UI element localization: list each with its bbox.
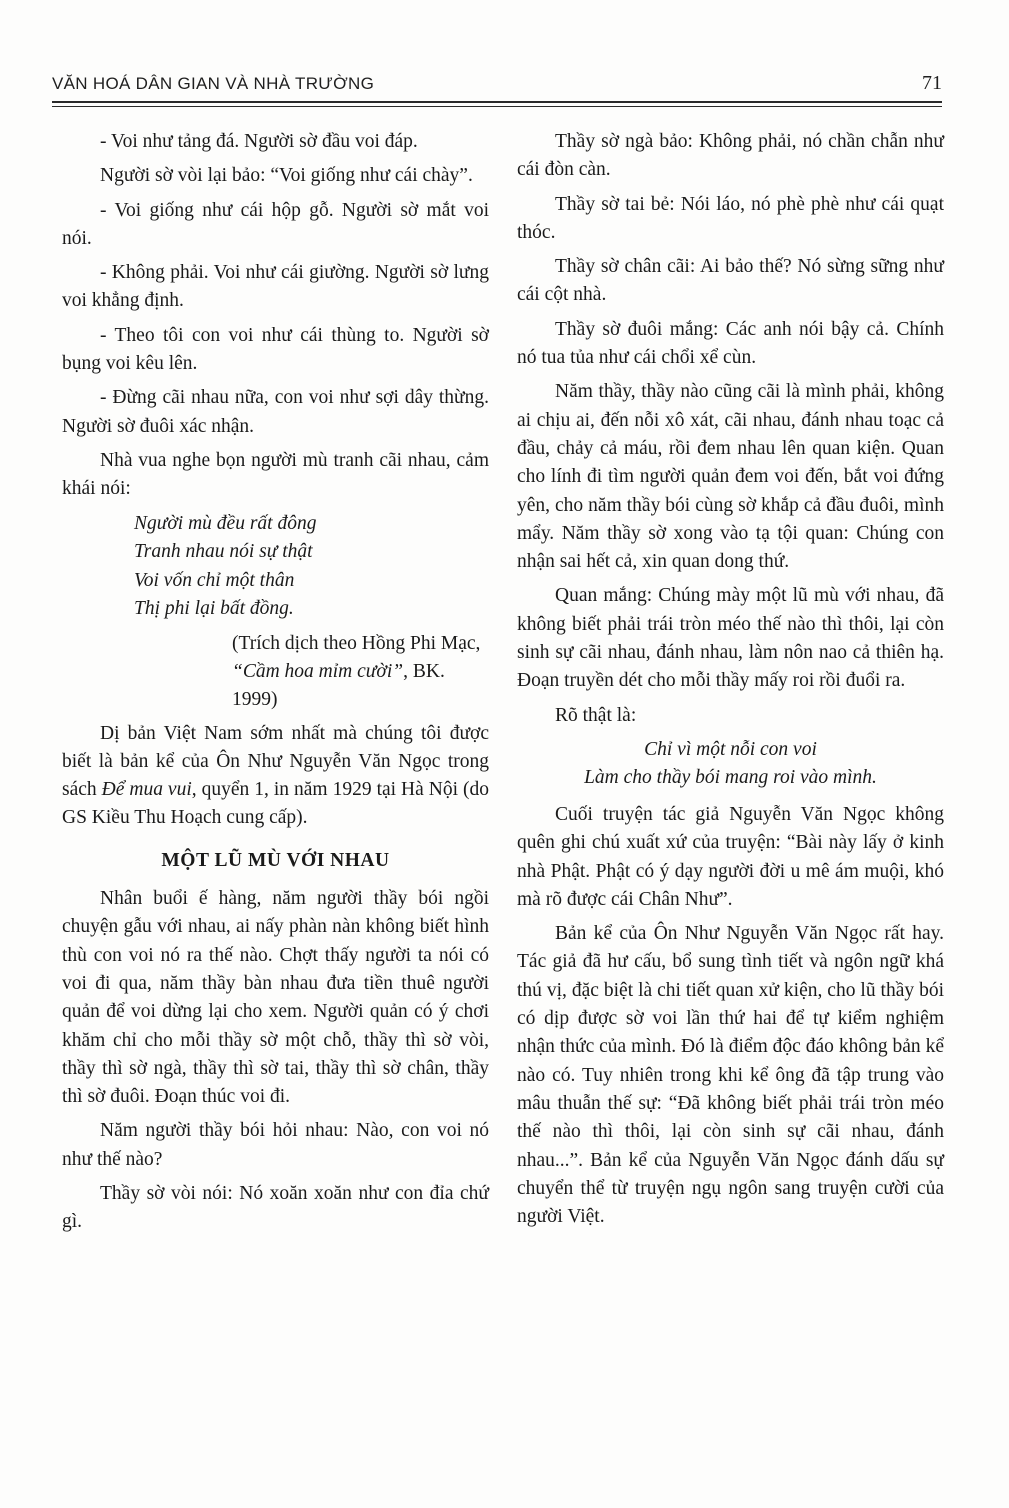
paragraph: - Voi như tảng đá. Người sờ đầu voi đáp. xyxy=(100,131,418,152)
poem-line: Làm cho thầy bói mang roi vào mình. xyxy=(584,767,877,789)
left-column xyxy=(62,128,489,1243)
paragraph: Rõ thật là: xyxy=(555,704,637,726)
header-rule-thin xyxy=(52,106,942,107)
running-header xyxy=(52,72,942,98)
poem xyxy=(134,510,489,624)
right-column xyxy=(517,128,944,1237)
paragraph: Nhân buổi ế hàng, năm người thầy bói ngồi chuyện gẫu với nhau, ai nấy phàn nàn không biết hình thù con voi nó ra thế nào. Chợt thấy người ta nói có voi đi qua, năm thầy bàn nhau đưa tiền thuê người quản để voi dừng lại cho xem. Người quản có ý chơi khăm chỉ cho mỗi thầy sờ một chỗ, thầy thì sờ vòi, thầy thì sờ ngà, thầy thì sờ tai, thầy thì sờ chân, thầy thì sờ đuôi. Đoạn thúc voi đi. xyxy=(62,888,489,1108)
paragraph: Thầy sờ vòi nói: Nó xoăn xoăn như con đỉa chứ gì. xyxy=(62,1183,489,1233)
paragraph: - Theo tôi con voi như cái thùng to. Người sờ bụng voi kêu lên. xyxy=(62,324,489,375)
citation-suffix: , BK. 1999) xyxy=(232,660,445,710)
running-header-title: VĂN HOÁ DÂN GIAN VÀ NHÀ TRƯỜNG xyxy=(52,74,375,93)
poem-line: Người mù đều rất đông xyxy=(134,512,317,534)
paragraph: - Voi giống như cái hộp gỗ. Người sờ mắt voi nói. xyxy=(62,199,489,249)
paragraph: Nhà vua nghe bọn người mù tranh cãi nhau, cảm khái nói: xyxy=(62,449,489,500)
paragraph xyxy=(62,720,489,833)
paragraph: Năm thầy, thầy nào cũng cãi là mình phải, không ai chịu ai, đến nỗi xô xát, cãi nhau, đánh nhau toạc cả đầu, chảy cả máu, rồi đem nhau lên quan kiện. Quan cho lính đi tìm người quản đem voi đến, bắt voi đứng yên, cho năm thầy bói cùng sờ khắp cả đầu đuôi, mình mẩy. Năm thầy sờ xong vào tạ tội quan: Chúng con nhận sai hết cả, xin quan dong thứ. xyxy=(517,381,944,573)
poem-line: Thị phi lại bất đồng. xyxy=(134,598,294,620)
paragraph: Thầy sờ chân cãi: Ai bảo thế? Nó sừng sững như cái cột nhà. xyxy=(517,256,944,306)
paragraph: Người sờ vòi lại bảo: “Voi giống như cái chày”. xyxy=(100,165,473,187)
paragraph: - Không phải. Voi như cái giường. Người sờ lưng voi khẳng định. xyxy=(62,262,489,312)
poem-line: Voi vốn chỉ một thân xyxy=(134,569,295,591)
citation-title: “Cầm hoa mỉm cười” xyxy=(232,660,404,682)
paragraph: - Đừng cãi nhau nữa, con voi như sợi dây thừng. Người sờ đuôi xác nhận. xyxy=(62,387,489,437)
section-title: MỘT LŨ MÙ VỚI NHAU xyxy=(161,849,390,871)
paragraph: Bản kể của Ôn Như Nguyễn Văn Ngọc rất hay. Tác giả đã hư cấu, bổ sung tình tiết và ngôn ngữ khá thú vị, đặc biệt là chi tiết quan xử kiện, cho lũ thầy bói có dịp được sờ voi lần thứ hai để tự kiểm nghiệm nhận thức của mình. Đó là điểm độc đáo không bản kể nào có. Tuy nhiên trong khi kể ông đã tập trung vào mâu thuẫn thế sự: “Đã không biết phải trái tròn méo thế nào thì thôi, lại còn sinh sự cãi nhau, đánh nhau...”. Bản kể của Nguyễn Văn Ngọc đánh dấu sự chuyển thể từ truyện ngụ ngôn sang truyện cười của người Việt. xyxy=(517,923,944,1228)
citation-prefix: (Trích dịch theo Hồng Phi Mạc, xyxy=(232,632,481,654)
paragraph: Quan mắng: Chúng mày một lũ mù với nhau, đã không biết phải trái tròn méo thế nào thì thôi, lại còn sinh sự cãi nhau, đánh nhau, làm nôn nao cả thiên hạ. Đoạn truyền dét cho mỗi thầy mấy roi rồi đuổi ra. xyxy=(517,585,944,692)
paragraph-text: Dị bản Việt Nam sớm nhất mà chúng tôi được biết là bản kể của Ôn Như Nguyễn Văn Ngọc trong sách xyxy=(62,722,489,801)
header-rule xyxy=(52,101,942,103)
paragraph: Thầy sờ tai bẻ: Nói láo, nó phè phè như cái quạt thóc. xyxy=(517,193,944,243)
poem-line: Chỉ vì một nỗi con voi xyxy=(644,738,817,760)
book-title: Để mua vui xyxy=(101,779,192,801)
poem-line: Tranh nhau nói sự thật xyxy=(134,541,313,563)
paragraph: Thầy sờ ngà bảo: Không phải, nó chần chẫn như cái đòn càn. xyxy=(517,131,944,181)
poem xyxy=(517,736,944,793)
paragraph: Thầy sờ đuôi mắng: Các anh nói bậy cả. Chính nó tua tủa như cái chổi xể cùn. xyxy=(517,318,944,369)
paragraph-text: , quyển 1, in năm 1929 tại Hà Nội (do GS Kiều Thu Hoạch cung cấp). xyxy=(62,779,489,829)
citation xyxy=(232,630,489,714)
paragraph: Cuối truyện tác giả Nguyễn Văn Ngọc không quên ghi chú xuất xứ của truyện: “Bài này lấy ở kinh nhà Phật. Phật có ý dạy người đời u mê ám muội, khó mà rõ được cái Chân Như”. xyxy=(517,803,944,910)
page-number: 71 xyxy=(922,72,942,94)
paragraph: Năm người thầy bói hỏi nhau: Nào, con voi nó như thế nào? xyxy=(62,1120,489,1170)
